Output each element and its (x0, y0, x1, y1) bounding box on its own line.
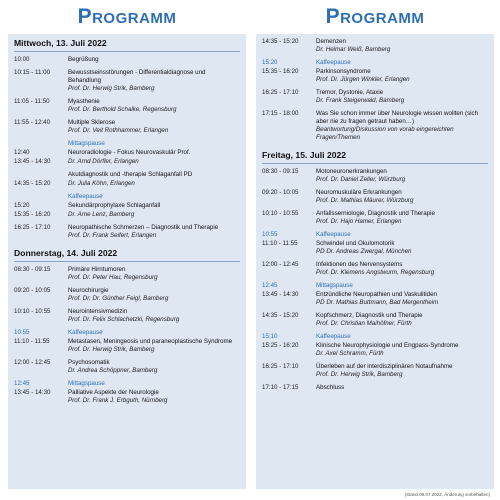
session-body (316, 282, 488, 290)
session-speaker: Dr. Frank Steigerwald, Bamberg (316, 97, 405, 104)
session-time: 14:35 - 15:20 (14, 180, 51, 187)
break-label: Mittagspause (68, 140, 105, 147)
session-time: 15:20 (14, 202, 30, 209)
break-row (262, 231, 488, 239)
session-body (68, 224, 240, 240)
schedule-row (14, 266, 240, 282)
day-heading: Mittwoch, 13. Juli 2022 (14, 38, 240, 52)
session-speaker: Dr. Helmar Weiß, Bamberg (316, 46, 391, 53)
break-label: Mittagspause (316, 282, 353, 289)
session-body (316, 38, 488, 54)
session-time: 12:45 (262, 282, 278, 289)
session-time: 14:35 - 15:20 (262, 312, 299, 319)
break-label: Kaffeepause (316, 59, 351, 66)
footer-note: (Stand 09.07.2022, Änderung vorbehalten) (404, 492, 490, 497)
break-label: Kaffeepause (316, 231, 351, 238)
session-time: 17:15 - 18:00 (262, 110, 299, 117)
session-time: 14:35 - 15:20 (262, 38, 299, 45)
session-time: 16:25 - 17:10 (262, 89, 299, 96)
session-body (68, 202, 240, 210)
session-speaker: Dr. Arnd Dörfler, Erlangen (68, 158, 139, 165)
session-title: Neurointensivmedizin (68, 308, 128, 315)
session-time: 12:40 (14, 149, 30, 156)
right-column (256, 0, 494, 489)
session-time: 11:10 - 11:55 (14, 338, 50, 345)
session-body (68, 338, 240, 354)
session-time: 11:05 - 11:50 (14, 98, 50, 105)
session-time: 08:30 - 09:15 (262, 168, 299, 175)
session-body (316, 342, 488, 358)
schedule-row (14, 171, 240, 179)
session-time: 10:55 (14, 329, 30, 336)
break-label: Mittagspause (68, 380, 105, 387)
session-body (68, 149, 240, 157)
session-title: Infektionen des Nervensystems (316, 261, 403, 268)
schedule-row (14, 119, 240, 135)
schedule-row (14, 211, 240, 219)
schedule-row (14, 149, 240, 157)
session-body (316, 384, 488, 392)
session-body (316, 168, 488, 184)
session-title: Entzündliche Neuropathien und Vaskulitiden (316, 291, 437, 298)
break-row (14, 380, 240, 388)
session-speaker: Prof. Dr. Hajo Hamer, Erlangen (316, 218, 402, 225)
session-body (68, 158, 240, 166)
session-time (14, 140, 68, 148)
schedule-row (14, 308, 240, 324)
schedule-row (14, 359, 240, 375)
session-time: 13:45 - 14:30 (262, 291, 299, 298)
session-title: Myasthenie (68, 98, 100, 105)
schedule-row (262, 384, 488, 392)
session-speaker: Prof. Dr. Frank Seifert, Erlangen (68, 232, 157, 239)
session-speaker: Prof. Dr. Frank J. Erbguth, Nürnberg (68, 397, 168, 404)
session-title: Was Sie schon immer über Neurologie wissen wollten (sich aber nie zu fragen getraut haben…) (316, 110, 479, 125)
schedule-row (262, 110, 488, 142)
program-heading-right: Programm (325, 5, 425, 28)
session-time: 09:20 - 10:05 (262, 189, 299, 196)
program-panel-left (8, 34, 246, 489)
session-body (68, 193, 240, 201)
session-body (68, 56, 240, 64)
session-title: Anfallsserniologie, Diagnostik und Therapie (316, 210, 435, 217)
session-title: Überleben auf der interdisziplinären Notaufnahme (316, 363, 453, 370)
session-body (316, 110, 488, 142)
session-title: Abschluss (316, 384, 345, 391)
schedule-row (262, 38, 488, 54)
break-row (262, 333, 488, 341)
session-speaker: Dr. Julia Köhn, Erlangen (68, 180, 135, 187)
break-label: Kaffeepause (68, 329, 103, 336)
break-row (14, 140, 240, 148)
session-speaker: Dr. Arne Lenz, Bamberg (68, 211, 135, 218)
session-title: Neuroradiologie - Fokus Neurovaskulär Prof. (68, 149, 191, 156)
break-row (14, 193, 240, 201)
session-time (14, 171, 68, 179)
session-speaker: PD Dr. Andreas Zwergal, München (316, 248, 412, 255)
session-time: 17:10 - 17:15 (262, 384, 299, 391)
session-body (68, 329, 240, 337)
session-speaker: Dr. Axel Schramm, Fürth (316, 350, 384, 357)
session-title: Neuromuskuläre Erkrankungen (316, 189, 402, 196)
session-title: Multiple Sklerose (68, 119, 116, 126)
day-heading: Freitag, 15. Juli 2022 (262, 150, 488, 164)
session-time: 12:00 - 12:45 (262, 261, 299, 268)
session-title: Kopfschmerz, Diagnostik und Therapie (316, 312, 423, 319)
session-time: 16:25 - 17:10 (262, 363, 299, 370)
session-speaker: Beantwortung/Diskussion von vorab eingereichten Fragen/Themen (316, 126, 454, 141)
session-body (316, 231, 488, 239)
session-title: Parkinsonsyndrome (316, 68, 371, 75)
session-title: Schwindel und Okulomotorik (316, 240, 395, 247)
session-time: 11:55 - 12:40 (14, 119, 51, 126)
program-heading-left: Programm (77, 5, 177, 28)
session-title: Psychosomatik (68, 359, 110, 366)
session-title: Neurochirurgie (68, 287, 109, 294)
session-time: 12:45 (14, 380, 30, 387)
session-body (68, 308, 240, 324)
schedule-row (262, 342, 488, 358)
session-body (68, 140, 240, 148)
session-time: 10:00 (14, 56, 30, 63)
break-label: Kaffeepause (316, 333, 351, 340)
break-row (262, 59, 488, 67)
session-title: Bewusstseinsstörungen - Differentialdiagnose und Behandlung (68, 69, 206, 84)
session-title: Primäre Hirntumoren (68, 266, 126, 273)
session-body (68, 119, 240, 135)
session-title: Metastasen, Meningeosis und paraneoplastische Syndrome (68, 338, 233, 345)
session-time: 13:45 - 14:30 (14, 389, 51, 396)
session-body (316, 312, 488, 328)
program-panel-right (256, 34, 494, 489)
session-title: Klinische Neurophysiologie und Engpass-Syndrome (316, 342, 459, 349)
session-body (68, 69, 240, 93)
session-speaker: Prof. Dr. Berthold Schalke, Regensburg (68, 106, 177, 113)
schedule-row (262, 261, 488, 277)
session-time: 15:35 - 16:20 (14, 211, 51, 218)
schedule-row (14, 180, 240, 188)
session-body (68, 211, 240, 219)
break-row (262, 282, 488, 290)
session-time (14, 193, 68, 201)
session-time: 12:00 - 12:45 (14, 359, 51, 366)
schedule-row (14, 98, 240, 114)
session-time: 10:15 - 11:00 (14, 69, 51, 76)
session-title: Palliative Aspekte der Neurologie (68, 389, 159, 396)
session-body (68, 287, 240, 303)
session-speaker: Dr. Andrea Schöppner, Bamberg (68, 367, 158, 374)
session-body (68, 380, 240, 388)
session-time: 15:10 (262, 333, 278, 340)
session-body (316, 291, 488, 307)
break-label: Kaffeepause (68, 193, 103, 200)
schedule-row (14, 202, 240, 210)
session-body (68, 180, 240, 188)
schedule-row (14, 338, 240, 354)
schedule-row (14, 287, 240, 303)
session-time: 10:10 - 10:55 (14, 308, 51, 315)
schedule-row (262, 312, 488, 328)
schedule-row (262, 68, 488, 84)
session-speaker: Prof. Dr. Felix Schlachetzki, Regensburg (68, 316, 180, 323)
schedule-row (14, 158, 240, 166)
session-body (316, 68, 488, 84)
session-body (316, 189, 488, 205)
session-body (316, 333, 488, 341)
session-title: Begrüßung (68, 56, 99, 63)
schedule-row (262, 363, 488, 379)
session-speaker: Prof. Dr. Jürgen Winkler, Erlangen (316, 76, 410, 83)
schedule-row (14, 224, 240, 240)
session-title: Demenzen (316, 38, 346, 45)
schedule-row (14, 389, 240, 405)
session-time: 10:55 (262, 231, 278, 238)
schedule-row (262, 89, 488, 105)
session-speaker: Prof. Dr. Herwig Strik, Bamberg (68, 346, 155, 353)
session-title: Sekundärprophylaxe Schlaganfall (68, 202, 161, 209)
session-speaker: Prof. Dr. Klemens Angstwurm, Regensburg (316, 269, 435, 276)
session-title: Akutdiagnostik und -therapie Schlaganfall PD (68, 171, 193, 178)
schedule-row (262, 168, 488, 184)
session-speaker: Prof. Dr. Dr. Günther Feigl, Bamberg (68, 295, 169, 302)
session-time: 13:45 - 14:30 (14, 158, 51, 165)
schedule-row (14, 56, 240, 64)
session-body (68, 266, 240, 282)
schedule-row (262, 291, 488, 307)
session-body (316, 261, 488, 277)
session-time: 15:25 - 16:20 (262, 342, 299, 349)
day-heading: Donnerstag, 14. Juli 2022 (14, 248, 240, 262)
session-time: 09:20 - 10:05 (14, 287, 51, 294)
session-title: Motoneuronerkrankungen (316, 168, 387, 175)
session-body (316, 89, 488, 105)
session-body (68, 359, 240, 375)
session-title: Neuropathische Schmerzen – Diagnostik und Therapie (68, 224, 219, 231)
session-speaker: Prof. Dr. Veit Rothhammer, Erlangen (68, 127, 169, 134)
schedule-row (14, 69, 240, 93)
schedule-row (262, 210, 488, 226)
session-speaker: Prof. Dr. Mathias Mäurer, Würzburg (316, 197, 414, 204)
session-time: 15:20 (262, 59, 278, 66)
schedule-row (262, 189, 488, 205)
session-speaker: Prof. Dr. Daniel Zeller, Würzburg (316, 176, 406, 183)
left-column (8, 0, 246, 489)
session-speaker: Prof. Dr. Herwig Strik, Bamberg (316, 371, 403, 378)
session-speaker: Prof. Dr. Herwig Strik, Bamberg (68, 85, 155, 92)
session-speaker: Prof. Dr. Peter Hau, Regensburg (68, 274, 158, 281)
session-body (316, 59, 488, 67)
session-body (316, 210, 488, 226)
session-body (68, 98, 240, 114)
session-time: 08:30 - 09:15 (14, 266, 51, 273)
session-speaker: Prof. Dr. Christian Maihöfner, Fürth (316, 320, 412, 327)
session-body (68, 171, 240, 179)
session-time: 10:10 - 10:55 (262, 210, 299, 217)
session-speaker: PD Dr. Mathias Buttmann, Bad Mergentheim (316, 299, 439, 306)
session-time: 16:25 - 17:10 (14, 224, 51, 231)
session-body (68, 389, 240, 405)
session-time: 15:35 - 16:20 (262, 68, 299, 75)
session-body (316, 363, 488, 379)
break-row (14, 329, 240, 337)
schedule-row (262, 240, 488, 256)
session-body (316, 240, 488, 256)
session-time: 11:10 - 11:55 (262, 240, 298, 247)
session-title: Tremor, Dystonie, Ataxie (316, 89, 384, 96)
